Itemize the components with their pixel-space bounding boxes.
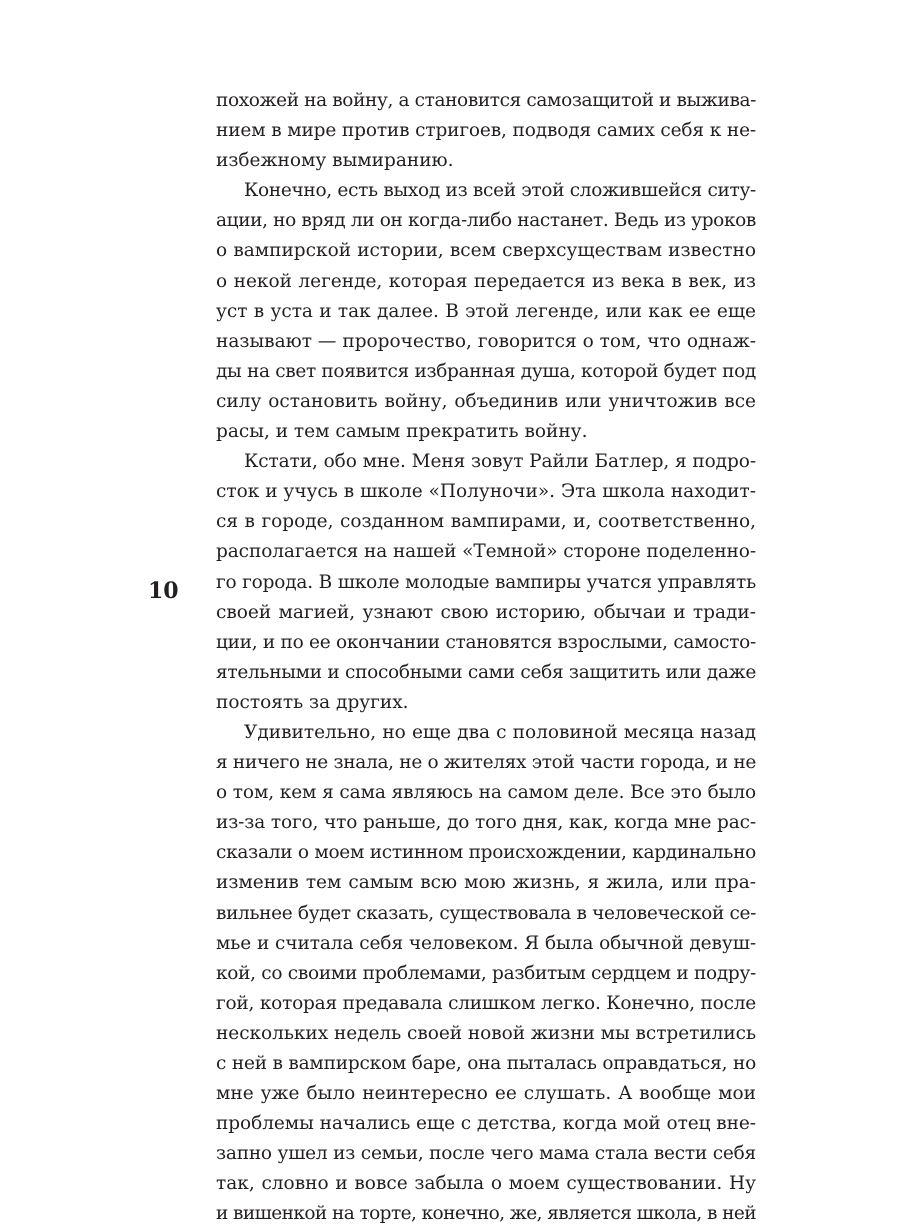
text-line: мне уже было неинтересно ее слушать. А вообще мои [216,1083,756,1105]
text-line: силу остановить войну, объединив или уничтожив все [216,390,756,412]
text-line: похожей на войну, а становится самозащитой и выжива- [216,90,756,111]
text-line: избежному вымиранию. [216,150,454,172]
text-line: ятельными и способными сами себя защитить или даже [216,661,756,683]
text-line: нескольких недель своей новой жизни мы встретились [216,1022,756,1044]
text-line: ации, но вряд ли он когда-либо настанет. Ведь из уроков [216,210,756,232]
text-line: уст в уста и так далее. В этой легенде, или как ее еще [216,300,756,322]
text-line: го города. В школе молодые вампиры учатся управлять [216,571,756,593]
body-text [216,86,756,1230]
page-number: 10 [148,578,179,604]
text-line: называют — пророчество, говорится о том, что однаж- [216,330,756,352]
text-line: располагается на нашей «Темной» стороне поделенно- [216,541,756,563]
text-line: запно ушел из семьи, после чего мама стала вести себя [216,1143,756,1165]
text-line: нием в мире против стригоев, подводя самих себя к не- [216,120,756,142]
text-line: Кстати, обо мне. Меня зовут Райли Батлер, я подро- [244,451,756,473]
text-line: из-за того, что раньше, до того дня, как, когда мне рас- [216,812,756,834]
text-line: сток и учусь в школе «Полуночи». Эта школа находит- [216,481,756,503]
text-line: о вампирской истории, всем сверхсуществам известно [216,240,756,262]
text-line: ции, и по ее окончании становятся взрослыми, самосто- [216,631,756,653]
text-line: вильнее будет сказать, существовала в человеческой се- [216,902,756,924]
text-line: постоять за других. [216,691,409,713]
text-line: ды на свет появится избранная душа, которой будет под [216,360,756,382]
text-line: Удивительно, но еще два с половиной месяца назад [244,721,756,743]
text-line: сказали о моем истинном происхождении, кардинально [216,842,756,864]
text-line: гой, которая предавала слишком легко. Конечно, после [216,992,756,1014]
text-line: мье и считала себя человеком. Я была обычной девуш- [216,932,756,954]
text-line: я ничего не знала, не о жителях этой части города, и не [216,752,756,774]
text-line: о том, кем я сама являюсь на самом деле. Все это было [216,782,756,804]
text-line: проблемы начались еще с детства, когда мой отец вне- [216,1113,756,1135]
text-line: своей магией, узнают свою историю, обычаи и тради- [216,601,756,623]
text-line: кой, со своими проблемами, разбитым сердцем и подру- [216,962,756,984]
text-line: и вишенкой на торте, конечно, же, является школа, в ней [216,1203,756,1225]
text-line: Конечно, есть выход из всей этой сложившейся ситу- [244,180,756,202]
text-line: о некой легенде, которая передается из века в век, из [216,270,756,292]
text-line: так, словно и вовсе забыла о моем существовании. Ну [216,1173,756,1195]
text-line: с ней в вампирском баре, она пыталась оправдаться, но [216,1053,757,1074]
text-line: расы, и тем самым прекратить войну. [216,421,588,443]
text-line: изменив тем самым всю мою жизнь, я жила, или пра- [216,872,756,894]
text-line: ся в городе, созданном вампирами, и, соответственно, [216,511,756,533]
